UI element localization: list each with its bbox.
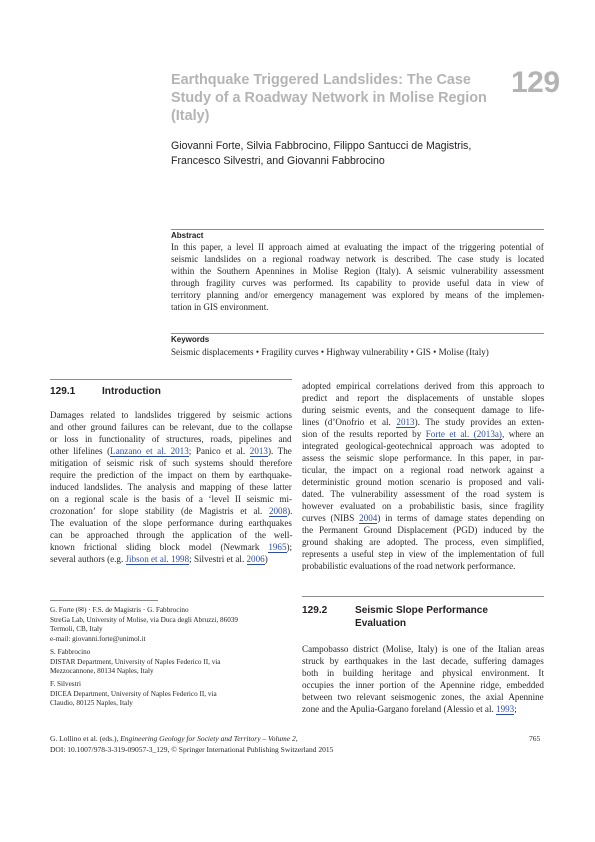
citation-suffix: ,	[295, 734, 298, 743]
text-line	[50, 409, 292, 421]
text-run: ; Silvestri et al.	[189, 554, 247, 564]
affiliation-line: Claudio, 80125 Naples, Italy	[50, 699, 133, 708]
affiliation-line: Mezzocannone, 80134 Naples, Italy	[50, 667, 154, 676]
citation-link[interactable]: Lanzano et al. 2013	[110, 446, 189, 456]
text-line	[302, 476, 544, 488]
keywords-text: Seismic displacements • Fragility curves • Highway vulnerability • GIS • Molise (Italy)	[171, 347, 489, 357]
text-run: induced landslides. The analysis and mapping of these latter	[50, 482, 292, 492]
text-run: adopted empirical correlations derived from this approach to	[302, 381, 545, 391]
text-run: require the prediction of the impact on them by earthquake-	[50, 470, 292, 480]
affiliation-line: DICEA Department, University of Naples Federico II, via	[50, 689, 217, 698]
section-rule	[302, 596, 544, 597]
text-run: ). The	[267, 446, 292, 456]
text-run: ).	[287, 506, 293, 516]
text-run: crozonation’ for slope stability (de Magistris et al.	[50, 506, 269, 516]
text-run: sion of the results reported by	[302, 429, 426, 439]
citation-link[interactable]: 2013	[249, 446, 268, 456]
text-line	[302, 452, 544, 464]
footnote-rule	[50, 600, 158, 601]
text-line	[50, 481, 292, 493]
text-line	[302, 643, 544, 655]
section-title-line: Seismic Slope Performance	[355, 605, 488, 616]
text-line	[302, 380, 544, 392]
section-title	[355, 604, 488, 630]
abstract-rule	[171, 229, 544, 230]
text-line	[302, 392, 544, 404]
citation-link[interactable]: 1993	[496, 704, 515, 714]
text-line	[50, 553, 268, 565]
citation-link[interactable]: 1965	[268, 542, 287, 552]
affiliation-names: F. Silvestri	[50, 680, 81, 689]
citation-link[interactable]: 2013	[396, 417, 415, 427]
affiliation-names: S. Fabbrocino	[50, 647, 91, 656]
text-run: Damages related to landslides triggered by seismic actions	[50, 410, 292, 420]
text-run: ticular, the impact on a regional road network against a	[302, 465, 545, 475]
text-run: or loss in functionality of structures, roads, pipelines and	[50, 434, 292, 444]
chapter-title	[171, 71, 487, 125]
text-run: ). The study provides an exten-	[414, 417, 545, 427]
chapter-title-line: Study of a Roadway Network in Molise Region	[171, 90, 487, 106]
keywords-rule	[171, 333, 544, 334]
text-run: struck by earthquakes in the last decade, suffering damages	[302, 656, 544, 666]
citation-link[interactable]: 2006	[246, 554, 265, 564]
affiliation-line: DISTAR Department, University of Naples Federico II, via	[50, 657, 221, 666]
citation-link[interactable]: Jibson et al. 1998	[125, 554, 190, 564]
text-line	[302, 560, 515, 572]
text-line	[302, 524, 544, 536]
keywords-heading: Keywords	[171, 335, 210, 344]
text-run: ) in terms of damage states depending on	[377, 513, 545, 523]
chapter-title-line: Earthquake Triggered Landslides: The Case	[171, 72, 471, 88]
text-run: curves (NIBS	[302, 513, 360, 523]
text-run: on a regional scale is the basis of a ‘level II seismic mi-	[50, 494, 293, 504]
text-line	[302, 667, 544, 679]
chapter-number: 129	[511, 66, 560, 99]
text-run: occupies the inner portion of the Apennine ridge, embedded	[302, 680, 544, 690]
text-line	[302, 404, 544, 416]
section-number: 129.2	[302, 605, 328, 616]
text-run: known frictional sliding block model (Newmark	[50, 542, 269, 552]
citation-link[interactable]: 2008	[268, 506, 288, 516]
abstract-heading: Abstract	[171, 231, 204, 240]
text-line	[302, 679, 544, 691]
author-list	[171, 139, 471, 169]
text-run: represents a useful step in view of the implementation of full	[302, 549, 545, 559]
text-run: predict and report the displacements of unstable slopes	[302, 393, 545, 403]
text-run: mitigation of seismic risk of such systems should therefore	[50, 458, 293, 468]
text-line	[302, 536, 544, 548]
text-line	[302, 464, 544, 476]
text-line	[50, 493, 292, 505]
text-run: during seismic events, and the consequent damage to life-	[302, 405, 545, 415]
text-run: and other ground failures can be relevant, due to the collapse	[50, 422, 293, 432]
doi-line: DOI: 10.1007/978-3-319-09057-3_129, © Springer International Publishing Switzerland 2015	[50, 745, 334, 754]
book-title: Engineering Geology for Society and Territory – Volume 2	[120, 734, 296, 743]
text-line	[302, 548, 544, 560]
text-run: both in building heritage and physical environment. It	[302, 668, 544, 678]
text-line	[50, 445, 292, 457]
text-run: The evaluation of the slope performance during earthquakes	[50, 518, 292, 528]
text-line	[302, 440, 544, 452]
text-run: lines (d’Onofrio et al.	[302, 417, 397, 427]
citation-link[interactable]: 2004	[359, 513, 378, 523]
text-run: ; Panico et al.	[188, 446, 250, 456]
affiliation-line: StreGa Lab, University of Molise, via Duca degli Abruzzi, 86039	[50, 615, 239, 624]
text-run: probabilistic evaluations of the road network performance.	[302, 561, 516, 571]
text-run: integrated geological-geotechnical approach was adopted to	[302, 441, 544, 451]
text-run: ;	[514, 704, 517, 714]
text-line	[302, 703, 517, 715]
text-line	[302, 655, 544, 667]
text-line	[302, 691, 544, 703]
text-run: deterministic ground motion scenario is proposed and vali-	[302, 477, 545, 487]
section-title-line: Evaluation	[355, 618, 407, 629]
text-run: the Permanent Ground Displacement (PGD) induced by the	[302, 525, 544, 535]
text-line	[302, 500, 544, 512]
text-line	[302, 416, 544, 428]
affiliation-names: G. Forte (✉) · F.S. de Magistris · G. Fabbrocino	[50, 606, 189, 614]
chapter-title-line: (Italy)	[171, 108, 210, 124]
text-run: several authors (e.g.	[50, 554, 126, 564]
section-title: Introduction	[102, 386, 161, 397]
author-line: Giovanni Forte, Silvia Fabbrocino, Filippo Santucci de Magistris,	[171, 140, 472, 152]
text-line	[50, 541, 292, 553]
text-run: );	[286, 542, 293, 552]
text-line: within the Southern Apennines in Molise Region (Italy). A seismic vulnerability assessment	[171, 266, 544, 276]
affiliation-line[interactable]: e-mail: giovanni.forte@unimol.it	[50, 634, 146, 643]
text-line: territory planning and/or emergency management was explored by means of the implemen-	[171, 290, 545, 300]
text-line: In this paper, a level II approach aimed at evaluating the impact of the triggering potential of	[171, 242, 544, 252]
text-run: ground shaking are adopted. The process, even simplified,	[302, 537, 544, 547]
text-line	[50, 505, 292, 517]
text-run: )	[264, 554, 268, 564]
section-number: 129.1	[50, 386, 76, 397]
text-line	[302, 428, 544, 440]
page-number: 765	[529, 734, 541, 743]
text-line: tation in GIS environment.	[171, 302, 269, 312]
text-line	[50, 421, 292, 433]
affiliation-line: Termoli, CB, Italy	[50, 625, 103, 634]
text-line	[302, 512, 544, 524]
text-line	[50, 517, 292, 529]
section-rule	[50, 379, 292, 380]
text-run: dated. The vulnerability assessment of the road system is	[302, 489, 545, 499]
book-citation	[50, 734, 298, 744]
text-run: other lifelines (	[50, 446, 111, 456]
author-line: Francesco Silvestri, and Giovanni Fabbrocino	[171, 155, 385, 167]
citation-prefix: G. Lollino et al. (eds.),	[50, 734, 121, 743]
text-line	[50, 457, 292, 469]
text-line	[302, 488, 544, 500]
text-run: zone and the Apulia-Gargano foreland (Alessio et al.	[302, 704, 497, 714]
text-run: assess the seismic slope performance. In this paper, in par-	[302, 453, 544, 463]
text-line: through fragility curves was performed. Its capability to provide useful data in view of	[171, 278, 544, 288]
text-run: between two relevant seismogenic zones, the axial Apennine	[302, 692, 544, 702]
text-run: however evaluated on a probabilistic basis, since fragility	[302, 501, 545, 511]
text-run: , where an	[501, 429, 544, 439]
text-run: Campobasso district (Molise, Italy) is one of the Italian areas	[302, 644, 545, 654]
text-run: can be approached through the application of the well-	[50, 530, 293, 540]
text-line	[50, 529, 292, 541]
text-line	[50, 433, 292, 445]
text-line: seismic landslides on a regional roadway network is described. The case study is located	[171, 254, 545, 264]
citation-link[interactable]: Forte et al. (2013a)	[425, 429, 502, 439]
text-line	[50, 469, 292, 481]
